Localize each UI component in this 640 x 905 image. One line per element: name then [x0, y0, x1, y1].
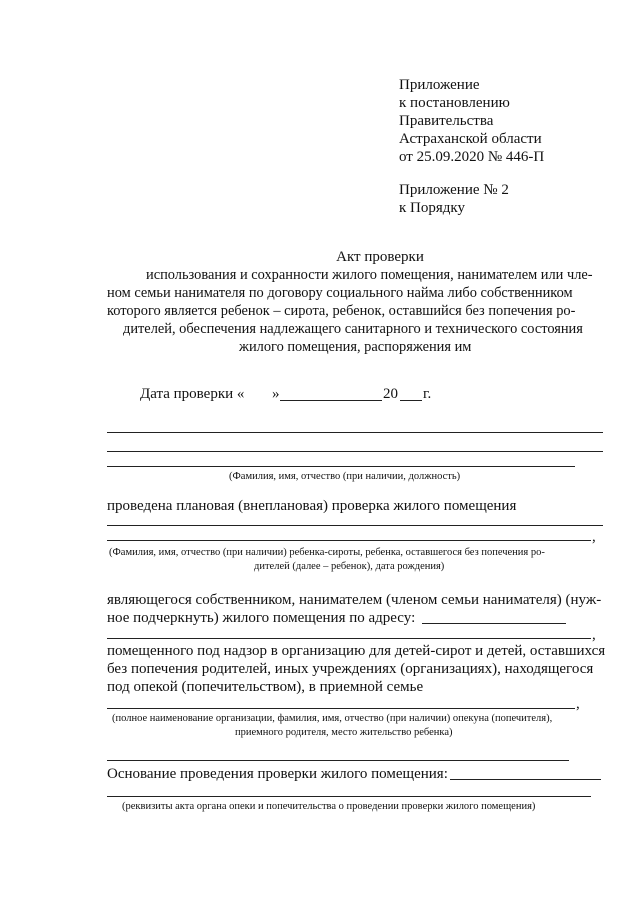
appendix-line-1: Приложение № 2 [399, 182, 509, 198]
address-blank-2 [107, 638, 591, 639]
inspection-text: проведена плановая (внеплановая) проверка жилого помещения [107, 498, 517, 514]
header-line-4: Астраханской области [399, 131, 542, 147]
appendix-line-2: к Порядку [399, 200, 465, 216]
address-comma: , [592, 627, 596, 643]
basis-caption: (реквизиты акта органа опеки и попечительства о проведении проверки жилого помещения) [122, 801, 536, 812]
placement-line-3: под опекой (попечительством), в приемной семье [107, 679, 424, 695]
org-blank [107, 708, 575, 709]
child-caption-line-2: дителей (далее – ребенок), дата рождения) [254, 561, 445, 572]
document-title: Акт проверки [336, 249, 424, 265]
placement-line-1: помещенного под надзор в организацию для детей-сирот и детей, оставшихся [107, 643, 606, 659]
title-line-4: дителей, обеспечения надлежащего санитарного и технического состояния [123, 321, 583, 337]
header-line-3: Правительства [399, 113, 494, 129]
date-label: Дата проверки « [140, 386, 245, 402]
date-month-blank [280, 400, 382, 401]
org-caption-line-2: приемного родителя, место жительство ребенка) [235, 727, 453, 738]
title-line-5: жилого помещения, распоряжения им [239, 339, 472, 355]
basis-blank-1 [450, 779, 601, 780]
date-year-prefix: 20 [383, 386, 398, 402]
org-caption-line-1: (полное наименование организации, фамилия, имя, отчество (при наличии) опекуна (попечителя), [112, 713, 553, 724]
header-line-1: Приложение [399, 77, 480, 93]
basis-label: Основание проведения проверки жилого помещения: [107, 766, 448, 782]
child-caption-line-1: (Фамилия, имя, отчество (при наличии) ребенка-сироты, ребенка, оставшегося без попечения ро- [109, 547, 545, 558]
basis-top-line [107, 760, 569, 761]
date-close-quote: » [272, 386, 280, 402]
org-comma: , [576, 696, 580, 712]
date-year-blank [400, 400, 422, 401]
address-blank-1 [422, 623, 566, 624]
title-line-2: ном семьи нанимателя по договору социального найма либо собственником [107, 285, 573, 301]
owner-line-2: ное подчеркнуть) жилого помещения по адресу: [107, 610, 416, 626]
inspector-caption: (Фамилия, имя, отчество (при наличии, должность) [229, 471, 461, 482]
owner-line-1: являющегося собственником, нанимателем (членом семьи нанимателя) (нуж- [107, 592, 602, 608]
title-line-3: которого является ребенок – сирота, ребенок, оставшийся без попечения ро- [107, 303, 576, 319]
inspector-line-2 [107, 451, 603, 452]
placement-line-2: без попечения родителей, иных учреждениях (организациях), находящегося [107, 661, 594, 677]
header-line-5: от 25.09.2020 № 446-П [399, 149, 545, 165]
title-line-1: использования и сохранности жилого помещения, нанимателем или чле- [146, 267, 593, 283]
child-line-2 [107, 540, 591, 541]
date-year-suffix: г. [423, 386, 432, 402]
header-line-2: к постановлению [399, 95, 510, 111]
basis-blank-2 [107, 796, 591, 797]
inspector-line-1 [107, 432, 603, 433]
inspector-line-3 [107, 466, 575, 467]
child-line-comma: , [592, 529, 596, 545]
child-line-1 [107, 525, 603, 526]
